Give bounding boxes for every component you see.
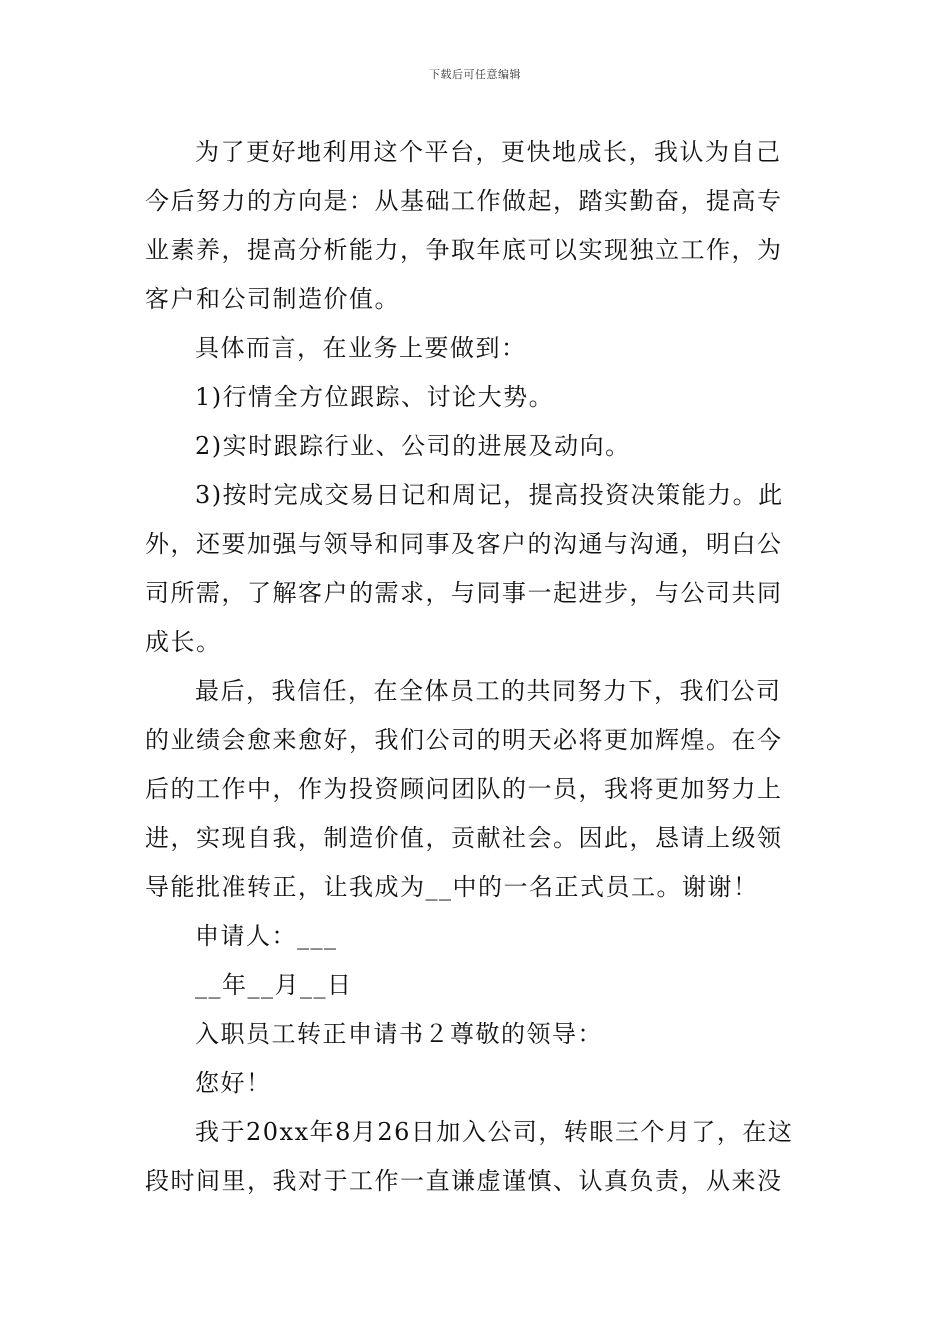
paragraph-line: 外，还要加强与领导和同事及客户的沟通与沟通，明白公	[145, 530, 783, 558]
paragraph-line: 最后，我信任，在全体员工的共同努力下，我们公司	[195, 677, 782, 705]
paragraph-line: 今后努力的方向是：从基础工作做起，踏实勤奋，提高专	[145, 187, 783, 215]
paragraph-line: 导能批准转正，让我成为__中的一名正式员工。谢谢！	[145, 873, 759, 901]
paragraph-line: 后的工作中，作为投资顾问团队的一员，我将更加努力上	[145, 775, 783, 803]
list-item: 3)按时完成交易日记和周记，提高投资决策能力。此	[195, 481, 784, 509]
paragraph-line: 的业绩会愈来愈好，我们公司的明天必将更加辉煌。在今	[145, 726, 783, 754]
paragraph-line: 业素养，提高分析能力，争取年底可以实现独立工作，为	[145, 236, 783, 264]
page-header: 下载后可任意编辑	[429, 68, 521, 81]
paragraph-line: 为了更好地利用这个平台，更快地成长，我认为自己	[195, 138, 782, 166]
document-body	[145, 128, 807, 1206]
paragraph-line: 司所需，了解客户的需求，与同事一起进步，与公司共同	[145, 579, 783, 607]
section-title: 入职员工转正申请书２尊敬的领导：	[195, 1020, 603, 1048]
paragraph-line: 进，实现自我，制造价值，贡献社会。因此，恳请上级领	[145, 824, 783, 852]
list-item: 1)行情全方位跟踪、讨论大势。	[195, 383, 555, 411]
list-item: 2)实时跟踪行业、公司的进展及动向。	[195, 432, 631, 460]
paragraph-line: 具体而言，在业务上要做到：	[195, 334, 527, 362]
applicant-signature-line: 申请人：___	[195, 922, 338, 950]
paragraph-line: 段时间里，我对于工作一直谦虚谨慎、认真负责，从来没	[145, 1167, 783, 1195]
greeting-line: 您好！	[195, 1069, 272, 1097]
paragraph-line: 客户和公司制造价值。	[145, 285, 400, 313]
date-line: __年__月__日	[195, 971, 353, 999]
paragraph-line: 成长。	[145, 628, 222, 656]
paragraph-line: 我于20xx年8月26日加入公司，转眼三个月了，在这	[195, 1118, 794, 1146]
